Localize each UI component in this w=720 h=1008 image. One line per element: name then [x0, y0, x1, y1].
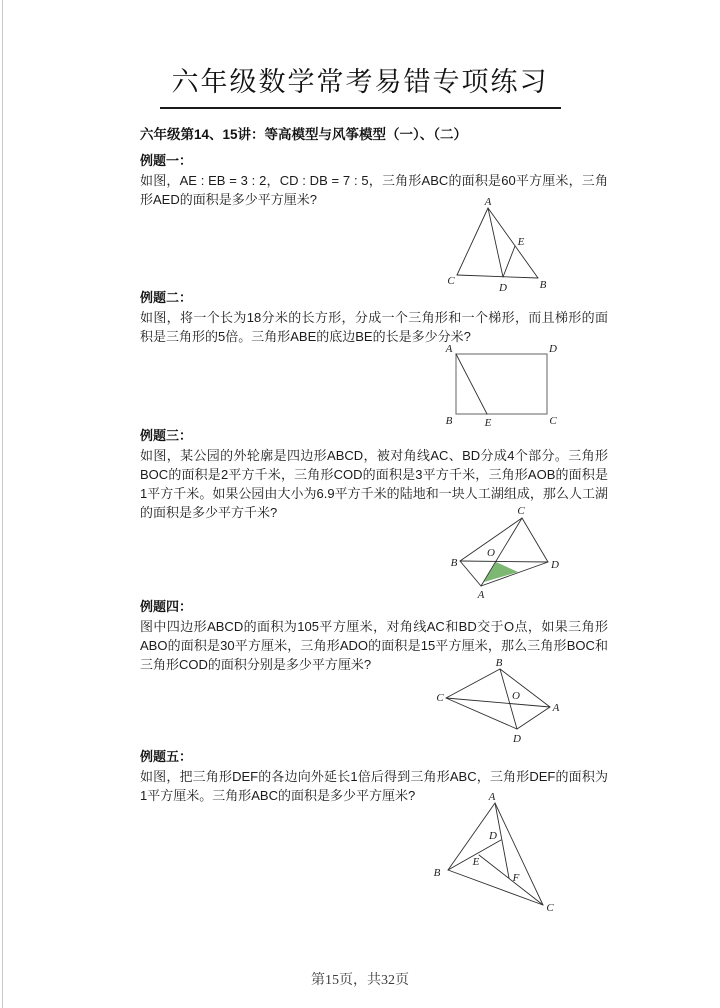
diagram-triangle-acb — [440, 196, 560, 294]
vertex-label-d: D — [499, 282, 507, 294]
problem-3-heading: 例题三： — [140, 428, 193, 443]
vertex-label-d: D — [551, 559, 559, 571]
vertex-label-a: A — [488, 791, 496, 803]
problem-4-heading: 例题四： — [140, 599, 193, 614]
vertex-label-d: D — [513, 733, 521, 745]
diagram-5-lines — [448, 803, 543, 905]
lesson-subtitle: 六年级第14、15讲：等高模型与风筝模型（一）、（二） — [140, 127, 468, 142]
diagram-triangle-abc-def — [426, 790, 566, 918]
vertex-label-a: A — [484, 196, 492, 208]
vertex-label-b: B — [433, 867, 441, 879]
page-number: 第15页，共32页 — [311, 973, 409, 988]
vertex-label-o: O — [512, 690, 520, 702]
problem-2 — [140, 290, 608, 429]
vertex-label-a: A — [477, 589, 485, 601]
problem-1-heading: 例题一： — [140, 153, 193, 168]
problem-5-heading: 例题五： — [140, 749, 193, 764]
diagram-4-lines — [446, 669, 550, 729]
problem-3 — [140, 428, 608, 601]
diagram-kite-abcd — [433, 658, 568, 744]
problem-1-text: 如图，AE : EB = 3 : 2，CD : DB = 7 : 5，三角形ABC的面积是60平方厘米，三角形AED的面积是多少平方厘米? — [140, 173, 608, 207]
vertex-label-c: C — [436, 692, 444, 704]
problem-5 — [140, 749, 608, 914]
page-title: 六年级数学常考易错专项练习 — [160, 66, 561, 109]
vertex-label-o: O — [487, 547, 495, 559]
problem-4-text: 图中四边形ABCD的面积为105平方厘米，对角线AC和BD交于O点，如果三角形ABO的面积是30平方厘米，三角形ADO的面积是15平方厘米，那么三角形BOC和三角形COD的面积分别是多少平方厘米? — [140, 619, 608, 672]
vertex-label-d: D — [549, 343, 557, 355]
problem-4 — [140, 599, 608, 745]
diagram-1-lines — [457, 208, 538, 278]
vertex-label-b: B — [539, 279, 547, 291]
vertex-label-b: B — [495, 657, 503, 669]
vertex-label-a: A — [552, 702, 560, 714]
page-edge-line — [2, 0, 3, 1008]
vertex-label-e: E — [484, 417, 492, 429]
problem-3-text: 如图，某公园的外轮廓是四边形ABCD，被对角线AC、BD分成4个部分。三角形BOC的面积是2平方千米，三角形COD的面积是3平方千米，三角形AOB的面积是1平方千米。如果公园由大小为6.9平方千米的陆地和一块人工湖组成，那么人工湖的面积是多少平方千米? — [140, 448, 608, 520]
problem-5-text: 如图，把三角形DEF的各边向外延长1倍后得到三角形ABC，三角形DEF的面积为1平方厘米。三角形ABC的面积是多少平方厘米? — [140, 769, 608, 803]
problem-1 — [140, 153, 608, 294]
vertex-label-e: E — [517, 236, 525, 248]
diagram-2-lines — [456, 354, 547, 414]
diagram-park-quadrilateral — [443, 506, 565, 602]
vertex-label-c: C — [447, 275, 455, 287]
title-block — [0, 0, 720, 109]
problem-2-text: 如图，将一个长为18分米的长方形，分成一个三角形和一个梯形，而且梯形的面积是三角形的5倍。三角形ABE的底边BE的长是多少分米? — [140, 310, 608, 344]
vertex-label-b: B — [450, 557, 458, 569]
problem-2-heading: 例题二： — [140, 290, 193, 305]
vertex-label-e: E — [472, 856, 480, 868]
vertex-label-b: B — [445, 415, 453, 427]
vertex-label-d: D — [489, 830, 497, 842]
vertex-label-a: A — [445, 343, 453, 355]
vertex-label-c: C — [549, 415, 557, 427]
vertex-label-f: F — [512, 872, 520, 884]
diagram-rectangle-abcd — [438, 342, 562, 428]
vertex-label-c: C — [546, 902, 554, 914]
vertex-label-c: C — [517, 505, 525, 517]
